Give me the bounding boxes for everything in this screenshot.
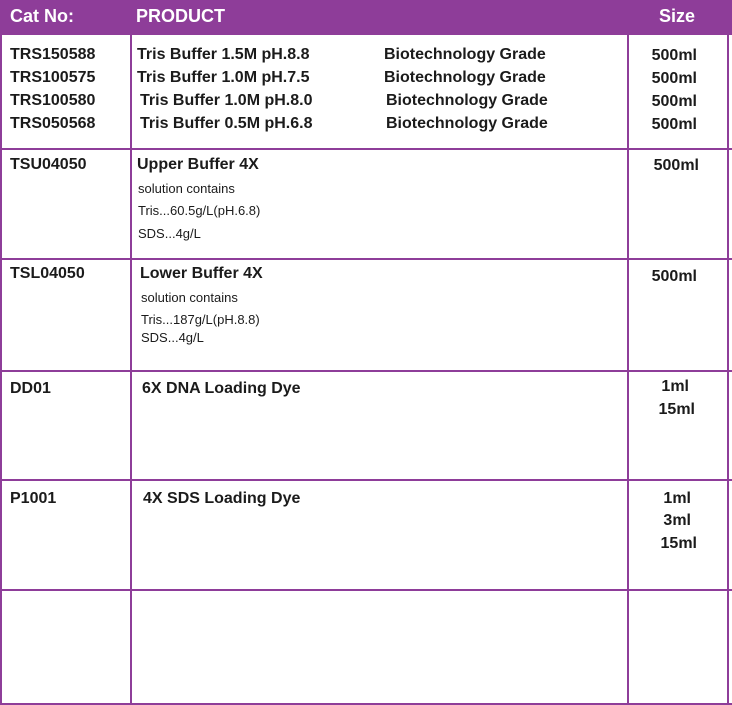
cat-no: DD01 (10, 380, 51, 397)
product-name: Tris Buffer 0.5M pH.6.8 (140, 115, 313, 132)
cat-no: TRS100580 (10, 92, 96, 109)
product-grade: Biotechnology Grade (384, 46, 546, 63)
cat-no: TRS100575 (10, 69, 96, 86)
product-name: 4X SDS Loading Dye (143, 490, 301, 507)
product-size: 15ml (660, 535, 697, 552)
row-divider (0, 258, 732, 260)
product-size: 500ml (651, 70, 697, 87)
product-detail: SDS...4g/L (141, 330, 204, 345)
product-detail: Tris...187g/L(pH.8.8) (141, 312, 260, 327)
header-cat-no: Cat No: (10, 6, 74, 26)
product-name: Tris Buffer 1.0M pH.7.5 (137, 69, 310, 86)
product-size: 500ml (653, 157, 699, 174)
product-size: 500ml (651, 93, 697, 110)
row-divider (0, 148, 732, 150)
product-size: 500ml (651, 116, 697, 133)
product-grade: Biotechnology Grade (386, 115, 548, 132)
product-name: Tris Buffer 1.5M pH.8.8 (137, 46, 310, 63)
product-detail: solution contains (141, 290, 238, 305)
product-name: Upper Buffer 4X (137, 156, 259, 173)
cat-no: TSU04050 (10, 156, 87, 173)
row-divider (0, 370, 732, 372)
row-divider (0, 589, 732, 591)
product-size: 1ml (661, 378, 689, 395)
product-detail: SDS...4g/L (138, 226, 201, 241)
header-size: Size (659, 6, 696, 26)
cat-no: TSL04050 (10, 265, 85, 282)
product-size: 3ml (663, 512, 691, 529)
row-divider (0, 479, 732, 481)
product-grade: Biotechnology Grade (384, 69, 546, 86)
product-size: 15ml (658, 401, 695, 418)
product-size: 500ml (651, 47, 697, 64)
table-header (0, 0, 732, 35)
product-name: Lower Buffer 4X (140, 265, 263, 282)
product-size: 500ml (651, 268, 697, 285)
product-name: 6X DNA Loading Dye (142, 380, 301, 397)
product-size: 1ml (663, 490, 691, 507)
cat-no: TRS050568 (10, 115, 96, 132)
cat-no: P1001 (10, 490, 57, 507)
product-detail: solution contains (138, 181, 235, 196)
header-product: PRODUCT (136, 6, 225, 26)
cat-no: TRS150588 (10, 46, 96, 63)
product-detail: Tris...60.5g/L(pH.6.8) (138, 203, 261, 218)
product-name: Tris Buffer 1.0M pH.8.0 (140, 92, 313, 109)
product-grade: Biotechnology Grade (386, 92, 548, 109)
